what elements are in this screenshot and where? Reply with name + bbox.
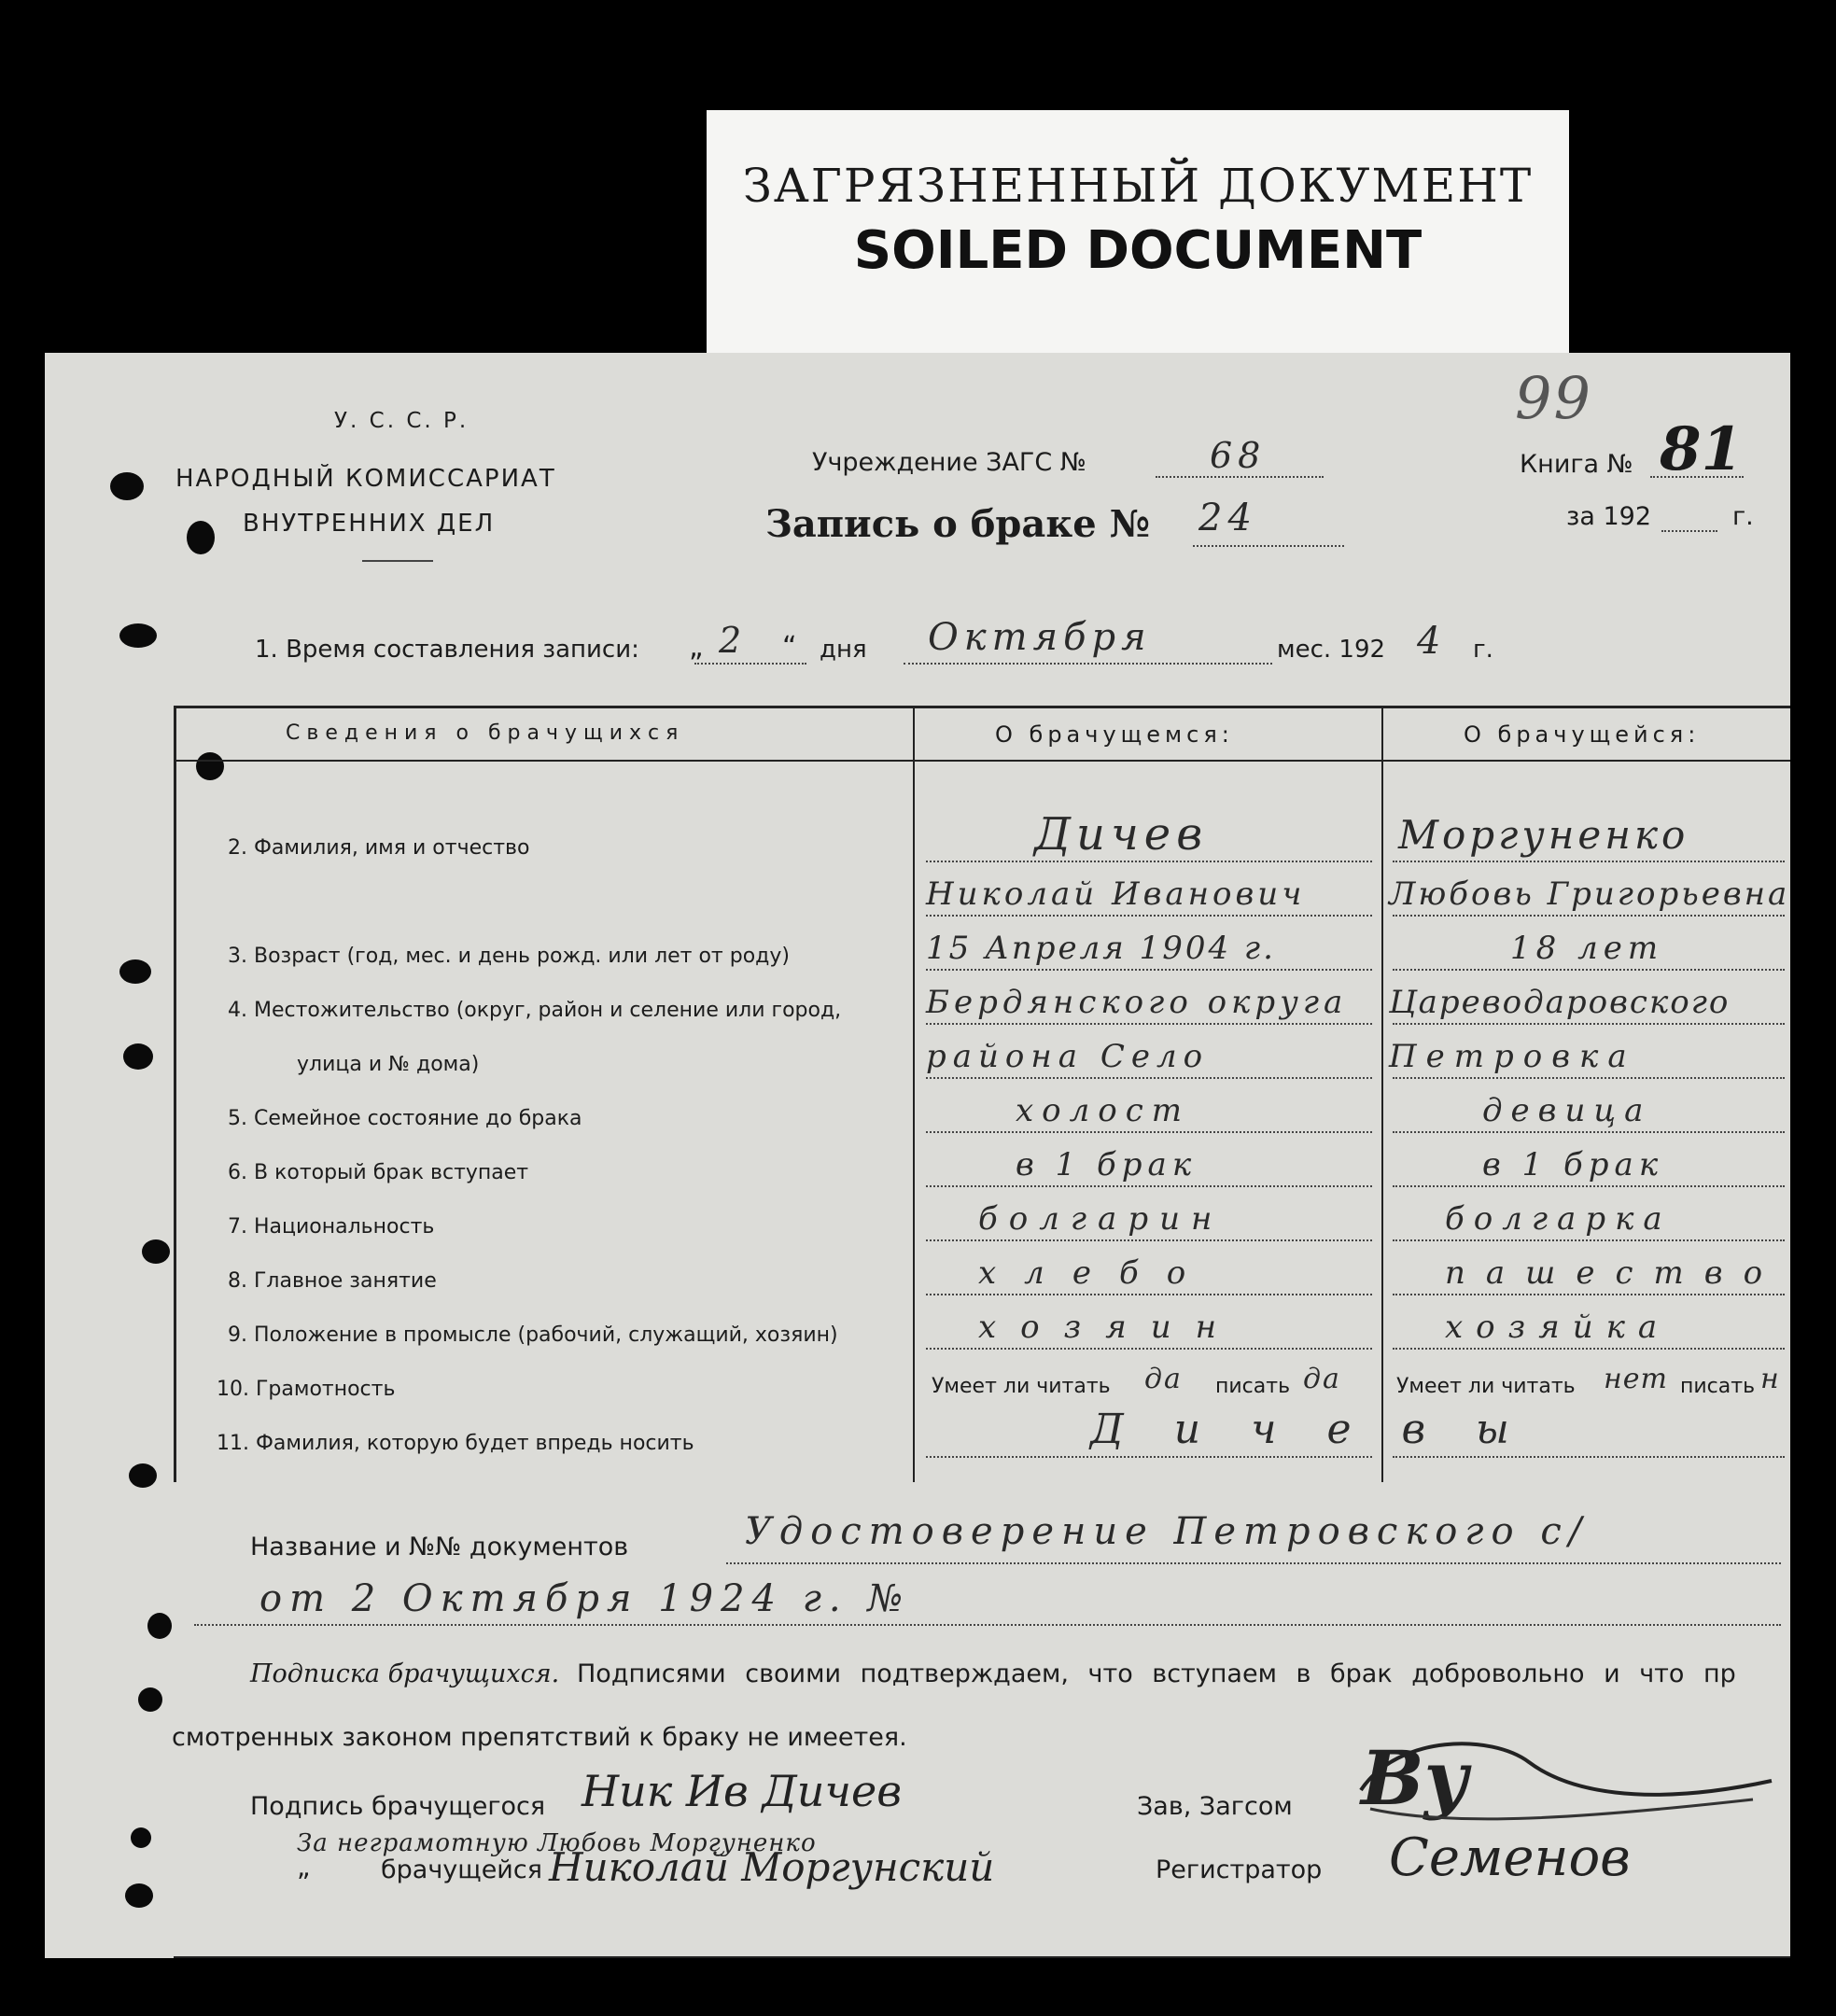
bride-proxy-note: За неграмотную Любовь Моргуненко xyxy=(297,1829,817,1857)
cell-line xyxy=(926,1131,1372,1133)
soiled-label-ru: ЗАГРЯЗНЕННЫЙ ДОКУМЕНТ xyxy=(742,159,1534,213)
row-label-marriage-count: 6. В который брак вступает xyxy=(228,1161,529,1184)
groom-occupation: хлебо xyxy=(978,1254,1214,1292)
soiled-document-label xyxy=(707,110,1569,366)
zags-label: Учреждение ЗАГС № xyxy=(812,448,1086,477)
row-label-residence: 4. Местожительство (округ, район и селение или город, xyxy=(228,999,842,1022)
cell-line xyxy=(926,969,1372,971)
cell-line xyxy=(926,1185,1372,1187)
cell-line xyxy=(1393,1185,1785,1187)
table-col-divider xyxy=(1381,706,1383,1482)
cell-line xyxy=(1393,969,1785,971)
zags-head-signature-flourish xyxy=(1342,1725,1781,1837)
zags-head-signature: Ву xyxy=(1361,1734,1469,1822)
bride-signature-quote: „ xyxy=(297,1852,311,1883)
cell-line xyxy=(926,1294,1372,1295)
row-label-residence-street: улица и № дома) xyxy=(297,1053,480,1076)
punch-hole xyxy=(110,472,144,500)
cell-line xyxy=(926,1239,1372,1241)
cell-line xyxy=(926,1456,1372,1458)
cell-line xyxy=(926,915,1372,917)
bride-age: 18 лет xyxy=(1510,930,1664,967)
bride-given-names: Любовь Григорьевна xyxy=(1389,875,1790,913)
cell-line xyxy=(926,1023,1372,1025)
col-header-groom: О брачущемся: xyxy=(995,721,1234,748)
groom-literacy-read-label: Умеет ли читать xyxy=(932,1375,1111,1398)
marriage-record-form xyxy=(45,353,1790,1958)
bride-residence-street: Петровка xyxy=(1389,1038,1636,1075)
bride-occupation: пашество xyxy=(1445,1254,1784,1292)
record-year-suffix: г. xyxy=(1473,636,1493,664)
punch-hole xyxy=(131,1827,151,1848)
cell-line xyxy=(1393,1239,1785,1241)
row-label-literacy: 10. Грамотность xyxy=(217,1378,396,1401)
documents-value-2: от 2 Октября 1924 г. № xyxy=(259,1577,911,1620)
record-month: Октября xyxy=(928,616,1152,659)
row-label-position: 9. Положение в промысле (рабочий, служащий, хозяин) xyxy=(228,1323,838,1347)
book-label: Книга № xyxy=(1520,450,1633,479)
cell-line xyxy=(1393,1131,1785,1133)
punch-hole xyxy=(123,1043,153,1070)
row-label-age: 3. Возраст (год, мес. и день рожд. или лет от роду) xyxy=(228,945,790,968)
cell-line xyxy=(1393,915,1785,917)
bride-literacy-read-label: Умеет ли читать xyxy=(1396,1375,1576,1398)
documents-value-1: Удостоверение Петровского с/ xyxy=(745,1510,1590,1553)
subscription-lead: Подписка брачущихся. xyxy=(250,1659,560,1688)
punch-hole xyxy=(147,1613,172,1639)
punch-hole xyxy=(196,752,224,780)
record-day: 2 xyxy=(719,620,748,661)
form-bottom-border xyxy=(174,1956,1790,1958)
cell-line xyxy=(1393,1456,1785,1458)
documents-line-1 xyxy=(726,1562,1781,1564)
groom-residence: Бердянского округа xyxy=(926,984,1348,1021)
cell-line xyxy=(926,1077,1372,1079)
cell-line xyxy=(926,1348,1372,1350)
groom-nationality: болгарин xyxy=(978,1200,1224,1238)
commissariat-subheading: ВНУТРЕННИХ ДЕЛ xyxy=(243,510,496,538)
groom-age: 15 Апреля 1904 г. xyxy=(926,930,1276,967)
documents-line-2 xyxy=(194,1624,1781,1626)
row-label-name: 2. Фамилия, имя и отчество xyxy=(228,836,530,860)
table-top-border xyxy=(174,706,1790,708)
soiled-label-en: SOILED DOCUMENT xyxy=(853,220,1423,281)
groom-signature-label: Подпись брачущегося xyxy=(250,1792,546,1821)
registrar-signature: Семенов xyxy=(1389,1827,1631,1888)
groom-marital-status: холост xyxy=(1016,1092,1191,1129)
bride-literacy-write: н xyxy=(1760,1363,1785,1395)
record-number: 24 xyxy=(1198,497,1257,539)
bride-surname: Моргуненко xyxy=(1398,812,1689,858)
year-label: за 192 xyxy=(1566,502,1652,531)
table-header-border xyxy=(174,760,1790,762)
day-close-quote: “ xyxy=(782,631,797,664)
row-label-nationality: 7. Национальность xyxy=(228,1215,435,1239)
punch-hole xyxy=(142,1239,170,1264)
zags-head-label: Зав, Загсом xyxy=(1137,1792,1293,1821)
cell-line xyxy=(926,861,1372,862)
groom-literacy-read: да xyxy=(1144,1363,1183,1395)
cell-line xyxy=(1393,861,1785,862)
zags-number-line xyxy=(1156,476,1324,478)
groom-literacy-write-label: писать xyxy=(1215,1375,1291,1398)
day-line xyxy=(694,663,806,665)
bride-signature: Николай Моргунский xyxy=(549,1844,995,1890)
groom-surname: Дичев xyxy=(1034,808,1209,861)
bride-marriage-count: в 1 брак xyxy=(1482,1146,1664,1183)
bride-marital-status: девица xyxy=(1482,1092,1652,1129)
col-header-info: Сведения о брачущихся xyxy=(286,721,685,745)
book-number-line xyxy=(1650,476,1744,478)
table-left-border xyxy=(174,706,176,1482)
day-open-quote: „ xyxy=(689,631,704,664)
day-word: дня xyxy=(820,636,867,664)
row-label-future-surname: 11. Фамилия, которую будет впредь носить xyxy=(217,1432,694,1455)
punch-hole xyxy=(119,623,157,648)
cell-line xyxy=(1393,1023,1785,1025)
col-header-bride: О брачущейся: xyxy=(1464,721,1701,748)
punch-hole xyxy=(187,521,215,554)
book-number: 81 xyxy=(1660,414,1744,484)
corner-number: 99 xyxy=(1515,364,1592,432)
groom-marriage-count: в 1 брак xyxy=(1016,1146,1198,1183)
year-suffix: г. xyxy=(1732,502,1754,531)
bride-nationality: болгарка xyxy=(1445,1200,1672,1238)
registrar-label: Регистратор xyxy=(1156,1855,1323,1884)
punch-hole xyxy=(129,1463,157,1488)
record-year-digit: 4 xyxy=(1417,620,1441,663)
groom-position: хозяин xyxy=(978,1309,1240,1346)
republic-heading: У. С. С. Р. xyxy=(334,409,470,433)
future-surname: Д и ч е в ы xyxy=(1090,1406,1528,1453)
bride-residence: Цареводаровского xyxy=(1389,984,1731,1021)
punch-hole xyxy=(119,959,151,984)
bride-position: хозяйка xyxy=(1445,1309,1671,1346)
punch-hole xyxy=(138,1687,162,1712)
month-line xyxy=(904,663,1272,665)
month-word: мес. 192 xyxy=(1277,636,1386,664)
record-title: Запись о браке № xyxy=(765,502,1151,546)
bride-signature-label: брачущейся xyxy=(381,1855,542,1884)
table-col-divider xyxy=(913,706,915,1482)
bride-literacy-write-label: писать xyxy=(1680,1375,1756,1398)
record-number-line xyxy=(1193,545,1344,547)
groom-signature: Ник Ив Дичев xyxy=(582,1766,902,1816)
row-label-marital-status: 5. Семейное состояние до брака xyxy=(228,1107,582,1130)
cell-line xyxy=(1393,1077,1785,1079)
commissariat-heading: НАРОДНЫЙ КОМИССАРИАТ xyxy=(175,465,556,493)
zags-number: 68 xyxy=(1210,435,1267,476)
punch-hole xyxy=(125,1883,153,1908)
row-label-occupation: 8. Главное занятие xyxy=(228,1269,437,1293)
header-divider xyxy=(362,560,433,562)
year-line xyxy=(1661,530,1717,532)
documents-label: Название и №№ документов xyxy=(250,1533,629,1561)
groom-residence-street: района Село xyxy=(926,1038,1210,1075)
bride-literacy-read: нет xyxy=(1604,1363,1668,1395)
cell-line xyxy=(1393,1348,1785,1350)
groom-given-names: Николай Иванович xyxy=(926,875,1306,913)
record-time-label: 1. Время составления записи: xyxy=(255,636,639,664)
subscription-text-2: смотренных законом препятствий к браку не имеетея. xyxy=(172,1723,907,1752)
subscription-text-1: Подписями своими подтверждаем, что вступаем в брак добровольно и что пр xyxy=(577,1659,1736,1688)
cell-line xyxy=(1393,1294,1785,1295)
groom-literacy-write: да xyxy=(1303,1363,1341,1395)
